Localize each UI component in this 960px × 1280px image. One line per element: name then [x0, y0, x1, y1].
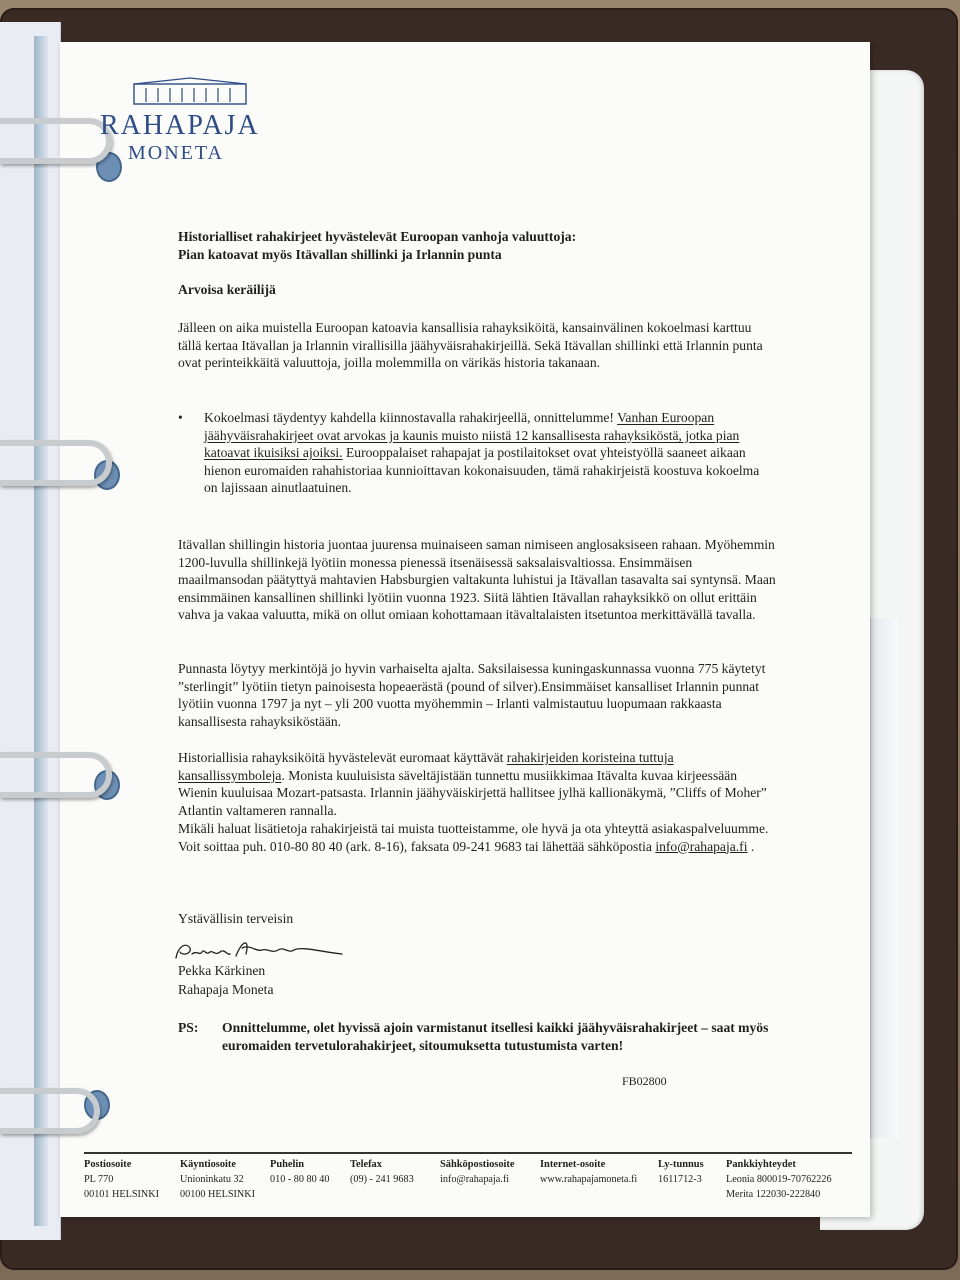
- footer-line[interactable]: www.rahapajamoneta.fi: [540, 1174, 638, 1185]
- footer-line: PL 770: [84, 1174, 114, 1185]
- footer-line: 1611712-3: [658, 1174, 702, 1185]
- footer-line: Merita 122030-222840: [726, 1189, 821, 1200]
- footer-heading: Käyntiosoite: [180, 1159, 236, 1170]
- letter-heading: [178, 228, 778, 263]
- binder-ring[interactable]: [0, 118, 112, 164]
- heading-line-2: Pian katoavat myös Itävallan shillinki ja Irlannin punta: [178, 246, 502, 262]
- bullet-text-pre: Kokoelmasi täydentyy kahdella kiinnostavalla rahakirjeellä, onnittelumme!: [204, 410, 618, 425]
- bullet-text: [204, 409, 774, 497]
- signer-organization: Rahapaja Moneta: [178, 982, 274, 997]
- footer-heading: Internet-osoite: [540, 1159, 606, 1170]
- signer-name: Pekka Kärkinen: [178, 963, 266, 978]
- footer-heading: Pankkiyhteydet: [726, 1159, 796, 1170]
- footer-col-website: [540, 1157, 637, 1187]
- paragraph-2: Itävallan shillingin historia juontaa juurensa muinaiseen saman nimiseen anglosaksiseen rahaan. Myöhemmin 1200-luvulla shillinkejä lyötiin monessa pienessä itsenäisessä saksalaisvaltiossa. Ensimmäisen maailmansodan päätyttyä mahtavien Habsburgien valtakunta luhistui ja Itävallan tasavalta sai syntynsä. Maan ensimmäinen kansallinen shillinki lyötiin vuonna 1923. Siitä lähtien Itävallan rahayksikkö on ollut erittäin vahva ja vakaa valuutta, mikä on ollut omiaan kohottamaan itävaltalaisten itsetuntoa merkittävällä tavalla.: [178, 537, 776, 623]
- paragraph-4-pre: Historiallisia rahayksiköitä hyvästelevät euromaat käyttävät: [178, 750, 507, 765]
- footer-heading: Telefax: [350, 1159, 382, 1170]
- binder-ring[interactable]: [0, 440, 112, 486]
- paragraph-1: Jälleen on aika muistella Euroopan katoavia kansallisia rahayksiköitä, kansainvälinen kokoelmasi karttuu tällä kertaa Itävallan ja Irlannin virallisilla jäähyväisrahakirjeillä. Sekä Itävallan shillinki että Irlannin punta ovat perinteikkäitä valuuttoja, joilla molemmilla on värikäs historia takanaan.: [178, 320, 763, 371]
- page-edge: [34, 36, 48, 1226]
- footer-line: (09) - 241 9683: [350, 1174, 414, 1185]
- footer-col-email: [440, 1157, 515, 1187]
- bullet-icon: •: [178, 410, 183, 425]
- footer-line[interactable]: info@rahapaja.fi: [440, 1174, 510, 1185]
- reference-code: FB02800: [622, 1074, 667, 1088]
- binder-ring[interactable]: [0, 1088, 100, 1134]
- footer-col-phone: [270, 1157, 329, 1187]
- footer-divider: [84, 1152, 852, 1154]
- footer-col-fax: [350, 1157, 414, 1187]
- paragraph-4-post: . Monista kuuluisista säveltäjistään tunnettu musiikkimaa Itävalta kuvaa kirjeessään Wienin kuuluisaa Mozart-patsasta. Irlannin jäähyväiskirjettä hallitsee jylhä kallionäkymä, ”Cliffs of Moher” Atlantin valtameren rannalla.: [178, 767, 767, 818]
- bullet-text-post: Eurooppalaiset rahapajat ja postilaitokset ovat yhteistyöllä saaneet aikaan hienon euromaiden rahahistoriaa kunnioittavan kokonaisuuden, tämä rahakirjeistä koostuva kokoelma on lajissaan ainutlaatuinen.: [204, 445, 760, 496]
- email-link[interactable]: info@rahapaja.fi: [655, 838, 748, 854]
- bullet-text-underlined: Vanhan Euroopan jäähyväisrahakirjeet ovat arvokas ja kaunis muisto niistä 12 kansallisesta rahayksiköstä, jotka pian katoavat ikuisiksi ajoiksi.: [204, 410, 740, 461]
- footer-heading: Sähköpostiosoite: [440, 1159, 515, 1170]
- paragraph-3: Punnasta löytyy merkintöjä jo hyvin varhaiselta ajalta. Saksilaisessa kuningaskunnassa vuonna 775 käytetyt ”sterlingit” lyötiin tietyn painoisesta hopeaerästä (pound of silver).Ensimmäiset kansalliset Irlannin punnat lyötiin vuonna 1797 ja nyt – yli 200 vuotta myöhemmin – Irlanti valmistautuu luopumaan rakkaasta kansallisesta rahayksiköstään.: [178, 661, 766, 729]
- footer-line: 00100 HELSINKI: [180, 1189, 255, 1200]
- footer-line: 00101 HELSINKI: [84, 1189, 159, 1200]
- paragraph-5-post: .: [747, 838, 755, 854]
- paragraph-4-underlined: rahakirjeiden koristeina tuttuja kansallissymboleja: [178, 750, 674, 783]
- heading-line-1: Historialliset rahakirjeet hyvästelevät Euroopan vanhoja valuuttoja:: [178, 229, 577, 244]
- footer-line: Leonia 800019-70762226: [726, 1174, 832, 1185]
- logo-subtitle: MONETA: [128, 142, 224, 164]
- binder-left-cover: [0, 22, 61, 1240]
- footer-heading: Ly-tunnus: [658, 1159, 704, 1170]
- footer-col-bank-accounts: [726, 1157, 832, 1202]
- footer-heading: Puhelin: [270, 1159, 305, 1170]
- footer-line: Unioninkatu 32: [180, 1174, 244, 1185]
- paragraph-4: [178, 749, 778, 819]
- footer-line: 010 - 80 80 40: [270, 1174, 330, 1185]
- sleeve-strip: [870, 618, 899, 1138]
- logo-name: RAHAPAJA: [100, 110, 260, 141]
- building-logo-icon: [130, 76, 250, 106]
- signature-image: [172, 932, 352, 966]
- paragraph-5-pre: Mikäli haluat lisätietoja rahakirjeistä tai muista tuotteistamme, ole hyvä ja ota yhteyttä asiakaspalveluumme. Voit soittaa puh. 010-80 80 40 (ark. 8-16), faksata 09-241 9683 tai lähettää sähköpostia: [178, 821, 769, 854]
- paragraph-5: [178, 820, 778, 855]
- ps-label: PS:: [178, 1020, 199, 1035]
- footer-heading: Postiosoite: [84, 1159, 132, 1170]
- salutation: Arvoisa keräilijä: [178, 282, 276, 297]
- closing: Ystävällisin terveisin: [178, 911, 294, 926]
- footer-col-business-id: [658, 1157, 704, 1187]
- footer-col-visiting-address: [180, 1157, 255, 1202]
- ps-text: Onnittelumme, olet hyvissä ajoin varmistanut itsellesi kaikki jäähyväisrahakirjeet – saat myös euromaiden tervetulorahakirjeet, sitoumuksetta tutustumista varten!: [222, 1020, 769, 1053]
- binder-ring[interactable]: [0, 752, 112, 798]
- footer-col-postal-address: [84, 1157, 159, 1202]
